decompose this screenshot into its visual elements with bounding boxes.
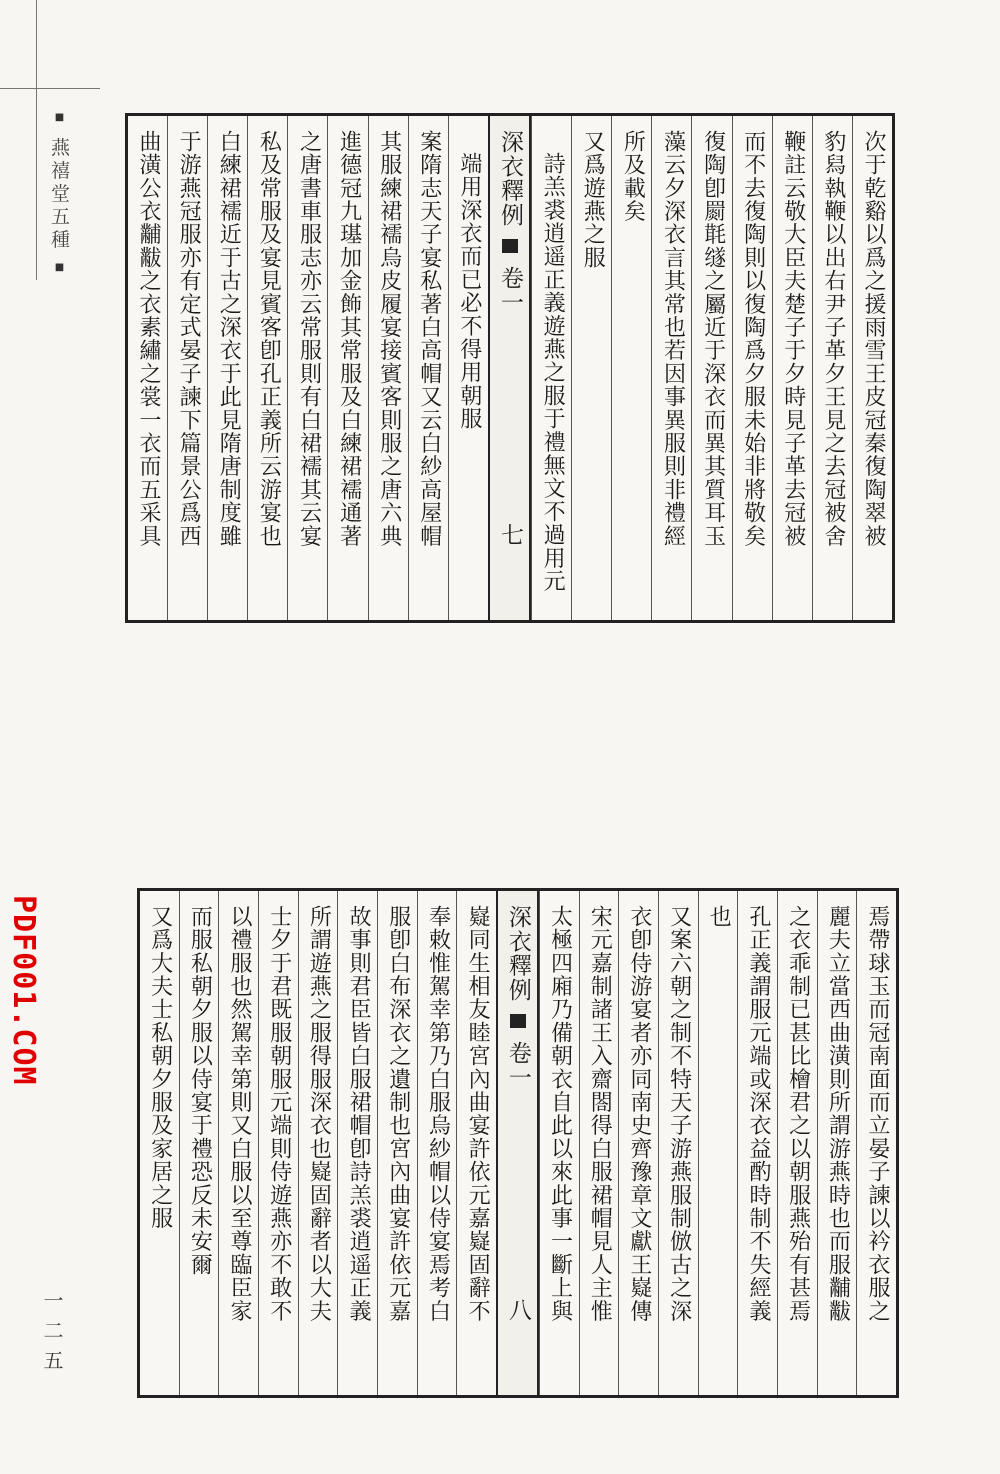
text-column: 案隋志天子宴私著白高帽又云白紗高屋帽 bbox=[408, 116, 448, 620]
text-column: 詩羔裘逍遥正義遊燕之服于禮無文不過用元 bbox=[531, 116, 571, 620]
center-column bbox=[488, 116, 531, 620]
square-mark-bottom: ■ bbox=[54, 262, 65, 278]
text-column: 復陶卽罽㲨䍁之屬近于深衣而異其質耳玉 bbox=[691, 116, 731, 620]
text-column: 嶷同生相友睦宮內曲宴許依元嘉嶷固辭不 bbox=[456, 891, 496, 1395]
text-column: 又爲大夫士私朝夕服及家居之服 bbox=[147, 905, 173, 1230]
text-column: 又案六朝之制不特天子游燕服制倣古之深 bbox=[658, 891, 698, 1395]
text-column: 曲潢公衣黼黻之衣素繡之裳一衣而五采具 bbox=[136, 130, 162, 548]
text-column: 而不去復陶則以復陶爲夕服未始非將敬矣 bbox=[732, 116, 772, 620]
watermark: PDF001.COM bbox=[6, 895, 41, 1086]
text-column: 孔正義謂服元端或深衣益酌時制不失經義 bbox=[737, 891, 777, 1395]
section-label: 卷一 bbox=[497, 265, 524, 315]
text-column: 藻云夕深衣言其常也若因事異服則非禮經 bbox=[651, 116, 691, 620]
margin-rule-horizontal bbox=[0, 88, 100, 89]
text-column: 也 bbox=[698, 891, 738, 1395]
book-title: 深衣釋例 bbox=[504, 905, 531, 1002]
side-title-text: 燕禧堂五種 bbox=[48, 137, 70, 253]
text-block-bottom bbox=[137, 888, 899, 1398]
text-column: 以禮服也然駕幸第則又白服以至尊臨臣家 bbox=[218, 891, 258, 1395]
text-column: 宋元嘉制諸王入齋閤得白服裙帽見人主惟 bbox=[579, 891, 619, 1395]
text-column: 進德冠九璂加金飾其常服及白練裙襦通著 bbox=[327, 116, 367, 620]
text-block-top bbox=[125, 113, 895, 623]
text-column: 奉敕惟駕幸第乃白服烏紗帽以侍宴焉考白 bbox=[417, 891, 457, 1395]
text-column: 端用深衣而已必不得用朝服 bbox=[448, 116, 488, 620]
text-column: 太極四廂乃備朝衣自此以來此事一斷上與 bbox=[539, 891, 579, 1395]
text-column: 衣卽侍游宴者亦同南史齊豫章文獻王嶷傳 bbox=[618, 891, 658, 1395]
side-title bbox=[46, 112, 73, 277]
text-column: 服卽白布深衣之遺制也宮內曲宴許依元嘉 bbox=[377, 891, 417, 1395]
text-column: 于游燕冠服亦有定式晏子諫下篇景公爲西 bbox=[167, 116, 207, 620]
text-column: 白練裙襦近于古之深衣于此見隋唐制度雖 bbox=[207, 116, 247, 620]
text-column: 麗夫立當西曲潢則所謂游燕時也而服黼黻 bbox=[817, 891, 857, 1395]
fish-tail-mark bbox=[510, 1014, 526, 1028]
text-column: 之唐書車服志亦云常服則有白裙襦其云宴 bbox=[287, 116, 327, 620]
text-column: 私及常服及宴見賓客卽孔正義所云游宴也 bbox=[247, 116, 287, 620]
text-column: 又爲遊燕之服 bbox=[571, 116, 611, 620]
leaf-number: 七 bbox=[497, 522, 524, 547]
text-column: 而服私朝夕服以侍宴于禮恐反未安爾 bbox=[179, 891, 219, 1395]
text-column: 故事則君臣皆白服裙帽卽詩羔裘逍遥正義 bbox=[337, 891, 377, 1395]
text-column: 焉帶球玉而冠南面而立晏子諫以衿衣服之 bbox=[856, 891, 896, 1395]
book-title: 深衣釋例 bbox=[497, 130, 524, 227]
square-mark-top: ■ bbox=[54, 112, 65, 127]
text-column: 士夕于君既服朝服元端則侍遊燕亦不敢不 bbox=[258, 891, 298, 1395]
leaf-number: 八 bbox=[504, 1297, 531, 1322]
text-column: 次于乾谿以爲之援雨雪王皮冠秦復陶翠被 bbox=[852, 116, 892, 620]
text-column: 鞭註云敬大臣夫楚子于夕時見子革去冠被 bbox=[772, 116, 812, 620]
text-column: 所及載矣 bbox=[611, 116, 651, 620]
text-column: 所謂遊燕之服得服深衣也嶷固辭者以大夫 bbox=[298, 891, 338, 1395]
margin-rule-vertical bbox=[36, 0, 37, 280]
section-label: 卷一 bbox=[504, 1040, 531, 1090]
center-column bbox=[496, 891, 539, 1395]
page-number: 一二五 bbox=[40, 1290, 64, 1380]
text-column: 其服練裙襦烏皮履宴接賓客則服之唐六典 bbox=[368, 116, 408, 620]
text-column: 豹舄執鞭以出右尹子革夕王見之去冠被舍 bbox=[812, 116, 852, 620]
text-column: 之衣乖制已甚比檜君之以朝服燕殆有甚焉 bbox=[777, 891, 817, 1395]
fish-tail-mark bbox=[502, 239, 518, 253]
